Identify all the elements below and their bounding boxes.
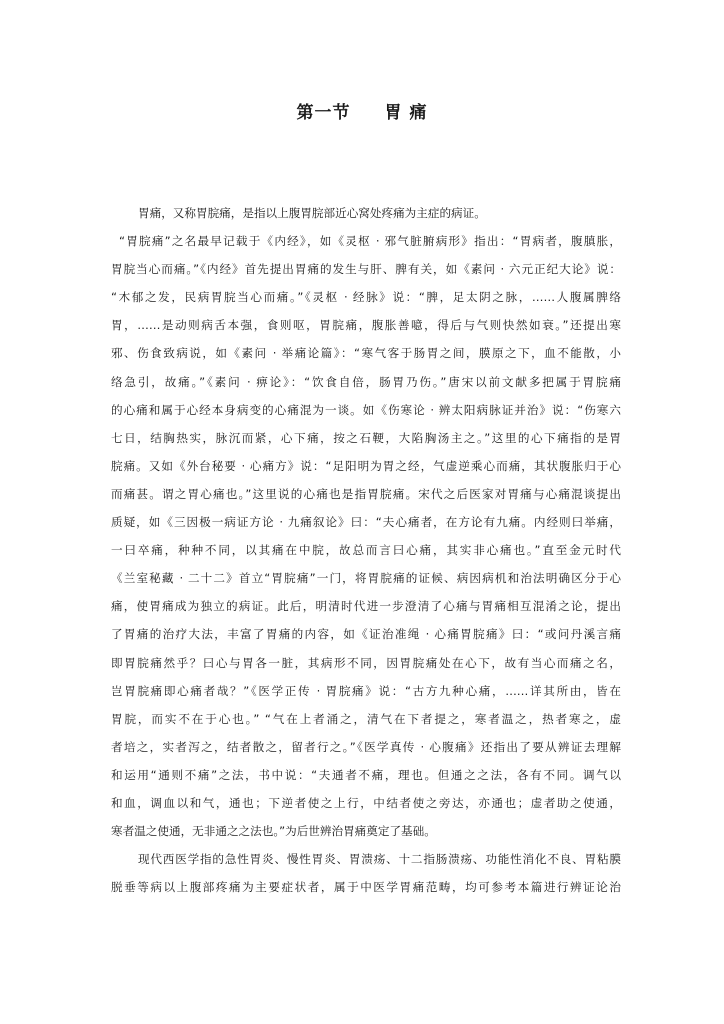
text-line: 者培之，实者泻之，结者散之，留者行之。”《医学真传 · 心腹痛》还指出了要从辨证去理解 — [111, 739, 621, 754]
text-line: 和运用“通则不痛”之法，书中说：“夫通者不痛，理也。但通之之法，各有不同。调气以 — [111, 767, 621, 782]
text-line: 痛，使胃痛成为独立的病证。此后，明清时代进一步澄清了心痛与胃痛相互混淆之论，提出 — [111, 599, 621, 614]
text-line: 胃，……是动则病舌本强，食则呕，胃脘痛，腹胀善噫，得后与气则快然如衰。”还提出寒 — [111, 318, 621, 333]
section-number: 第一节 — [296, 103, 351, 123]
text-line: 即胃脘痛然乎？曰心与胃各一脏，其病形不同，因胃脘痛处在心下，故有当心而痛之名， — [111, 655, 621, 670]
text-line: 七日，结胸热实，脉沉而紧，心下痛，按之石鞕，大陷胸汤主之。”这里的心下痛指的是胃 — [111, 430, 621, 445]
text-line: 和血，调血以和气，通也；下逆者使之上行，中结者使之旁达，亦通也；虚者助之使通， — [111, 795, 621, 810]
text-line: 寒者温之使通，无非通之之法也。”为后世辨治胃痛奠定了基础。 — [111, 824, 436, 839]
section-topic: 胃 痛 — [384, 103, 428, 123]
text-line: 脘痛。又如《外台秘要 · 心痛方》说：“足阳明为胃之经，气虚逆乘心而痛，其状腹胀归于心 — [111, 458, 621, 473]
section-title — [0, 101, 724, 125]
text-line: 《兰室秘藏 · 二十二》首立“胃脘痛”一门，将胃脘痛的证候、病因病机和治法明确区分于心 — [111, 571, 621, 586]
text-line: 胃痛，又称胃脘痛，是指以上腹胃脘部近心窝处疼痛为主症的病证。 — [138, 206, 486, 220]
text-line: 岂胃脘痛即心痛者哉？”《医学正传 · 胃脘痛》说：“古方九种心痛，……详其所由，皆在 — [111, 683, 621, 698]
text-line: 络急引，故痛。”《素问 · 痹论》：“饮食自倍，肠胃乃伤。”唐宋以前文献多把属于胃脘痛 — [111, 374, 621, 389]
text-line: 质疑，如《三因极一病证方论 · 九痛叙论》曰：“夫心痛者，在方论有九痛。内经则曰举痛， — [111, 515, 621, 530]
text-line: “木郁之发，民病胃脘当心而痛。”《灵枢 · 经脉》说：“脾，足太阴之脉，……人腹属脾络 — [111, 290, 621, 305]
text-line: 邪、伤食致病说，如《素问 · 举痛论篇》：“寒气客于肠胃之间，膜原之下，血不能散，小 — [111, 346, 621, 361]
text-line: 一曰卒痛，种种不同，以其痛在中脘，故总而言曰心痛，其实非心痛也。”直至金元时代 — [111, 543, 621, 558]
text-line: 现代西医学指的急性胃炎、慢性胃炎、胃溃疡、十二指肠溃疡、功能性消化不良、胃粘膜 — [138, 852, 621, 867]
text-line: “胃脘痛”之名最早记载于《内经》，如《灵枢 · 邪气脏腑病形》指出：“胃病者，腹䐜胀， — [119, 234, 621, 249]
text-line: 而痛甚。谓之胃心痛也。”这里说的心痛也是指胃脘痛。宋代之后医家对胃痛与心痛混谈提出 — [111, 486, 621, 501]
text-line: 脱垂等病以上腹部疼痛为主要症状者，属于中医学胃痛范畴，均可参考本篇进行辨证论治 — [111, 880, 621, 895]
text-line: 的心痛和属于心经本身病变的心痛混为一谈。如《伤寒论 · 辨太阳病脉证并治》说：“伤寒六 — [111, 402, 621, 417]
text-line: 胃脘，而实不在于心也。” “气在上者涌之，清气在下者提之，寒者温之，热者寒之，虚 — [111, 711, 621, 726]
text-line: 胃脘当心而痛。”《内经》首先提出胃痛的发生与肝、脾有关，如《素问 · 六元正纪大论》说： — [111, 262, 621, 277]
text-line: 了胃痛的治疗大法，丰富了胃痛的内容，如《证治准绳 · 心痛胃脘痛》曰：“或问丹溪言痛 — [111, 627, 621, 642]
body-text — [111, 199, 621, 901]
